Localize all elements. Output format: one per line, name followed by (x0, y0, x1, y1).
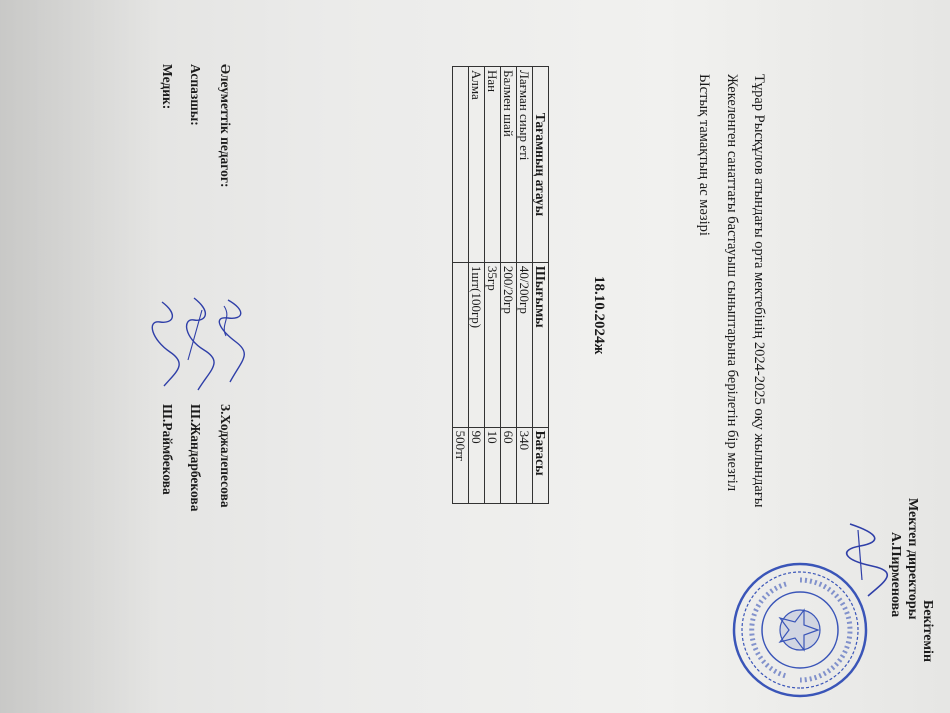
header-line-2: Жекеленген санаттағы бастауыш сыныптарына берілетін бір мезгіл (724, 74, 740, 492)
approval-title: Бекітемін (920, 600, 935, 663)
dish-price: 60 (501, 427, 517, 503)
column-header: Бағасы (533, 427, 549, 503)
menu-table (452, 66, 549, 504)
signature-name: Ш.Жандарбекова (188, 404, 203, 512)
dish-name: Лағман сиыр еті (517, 67, 533, 263)
approval-position: Мектеп директоры (905, 498, 920, 620)
column-header: Шығымы (533, 262, 549, 427)
header-line-1: Тұрар Рысқұлов атындағы орта мектебінің 2024-2025 оқу жылындағы (751, 74, 767, 508)
signature-name: Ш.Раймбекова (160, 404, 175, 495)
dish-name: Нан (485, 67, 501, 263)
empty-cell (453, 67, 469, 263)
school-stamp (730, 560, 870, 700)
menu-date: 18.10.2024ж (591, 276, 607, 355)
signature-role: Әлеуметтік педагог: (218, 64, 233, 188)
dish-portion: 35гр (485, 262, 501, 427)
dish-portion: 200/20гр (501, 262, 517, 427)
table-row (485, 67, 501, 504)
dish-price: 10 (485, 427, 501, 503)
column-header: Тағамның атауы (533, 67, 549, 263)
empty-cell (453, 262, 469, 427)
signature-name: З.Ходжалепесова (218, 404, 233, 508)
table-total-row (453, 67, 469, 504)
approval-name: А.Пирменова (888, 532, 903, 618)
table-row (469, 67, 485, 504)
signature-role: Медик: (160, 64, 175, 110)
dish-name: Алма (469, 67, 485, 263)
table-header-row (533, 67, 549, 504)
dish-portion: 40/200гр (517, 262, 533, 427)
handwritten-signatures (140, 290, 250, 400)
header-line-3: Ыстық тамақтың ас мәзірі (696, 74, 712, 236)
dish-portion: 1шт(100гр) (469, 262, 485, 427)
dish-price: 90 (469, 427, 485, 503)
table-row (517, 67, 533, 504)
table-row (501, 67, 517, 504)
total-price: 500тг (453, 427, 469, 503)
dish-price: 340 (517, 427, 533, 503)
dish-name: Балмен шай (501, 67, 517, 263)
signature-role: Аспазшы: (188, 64, 203, 126)
